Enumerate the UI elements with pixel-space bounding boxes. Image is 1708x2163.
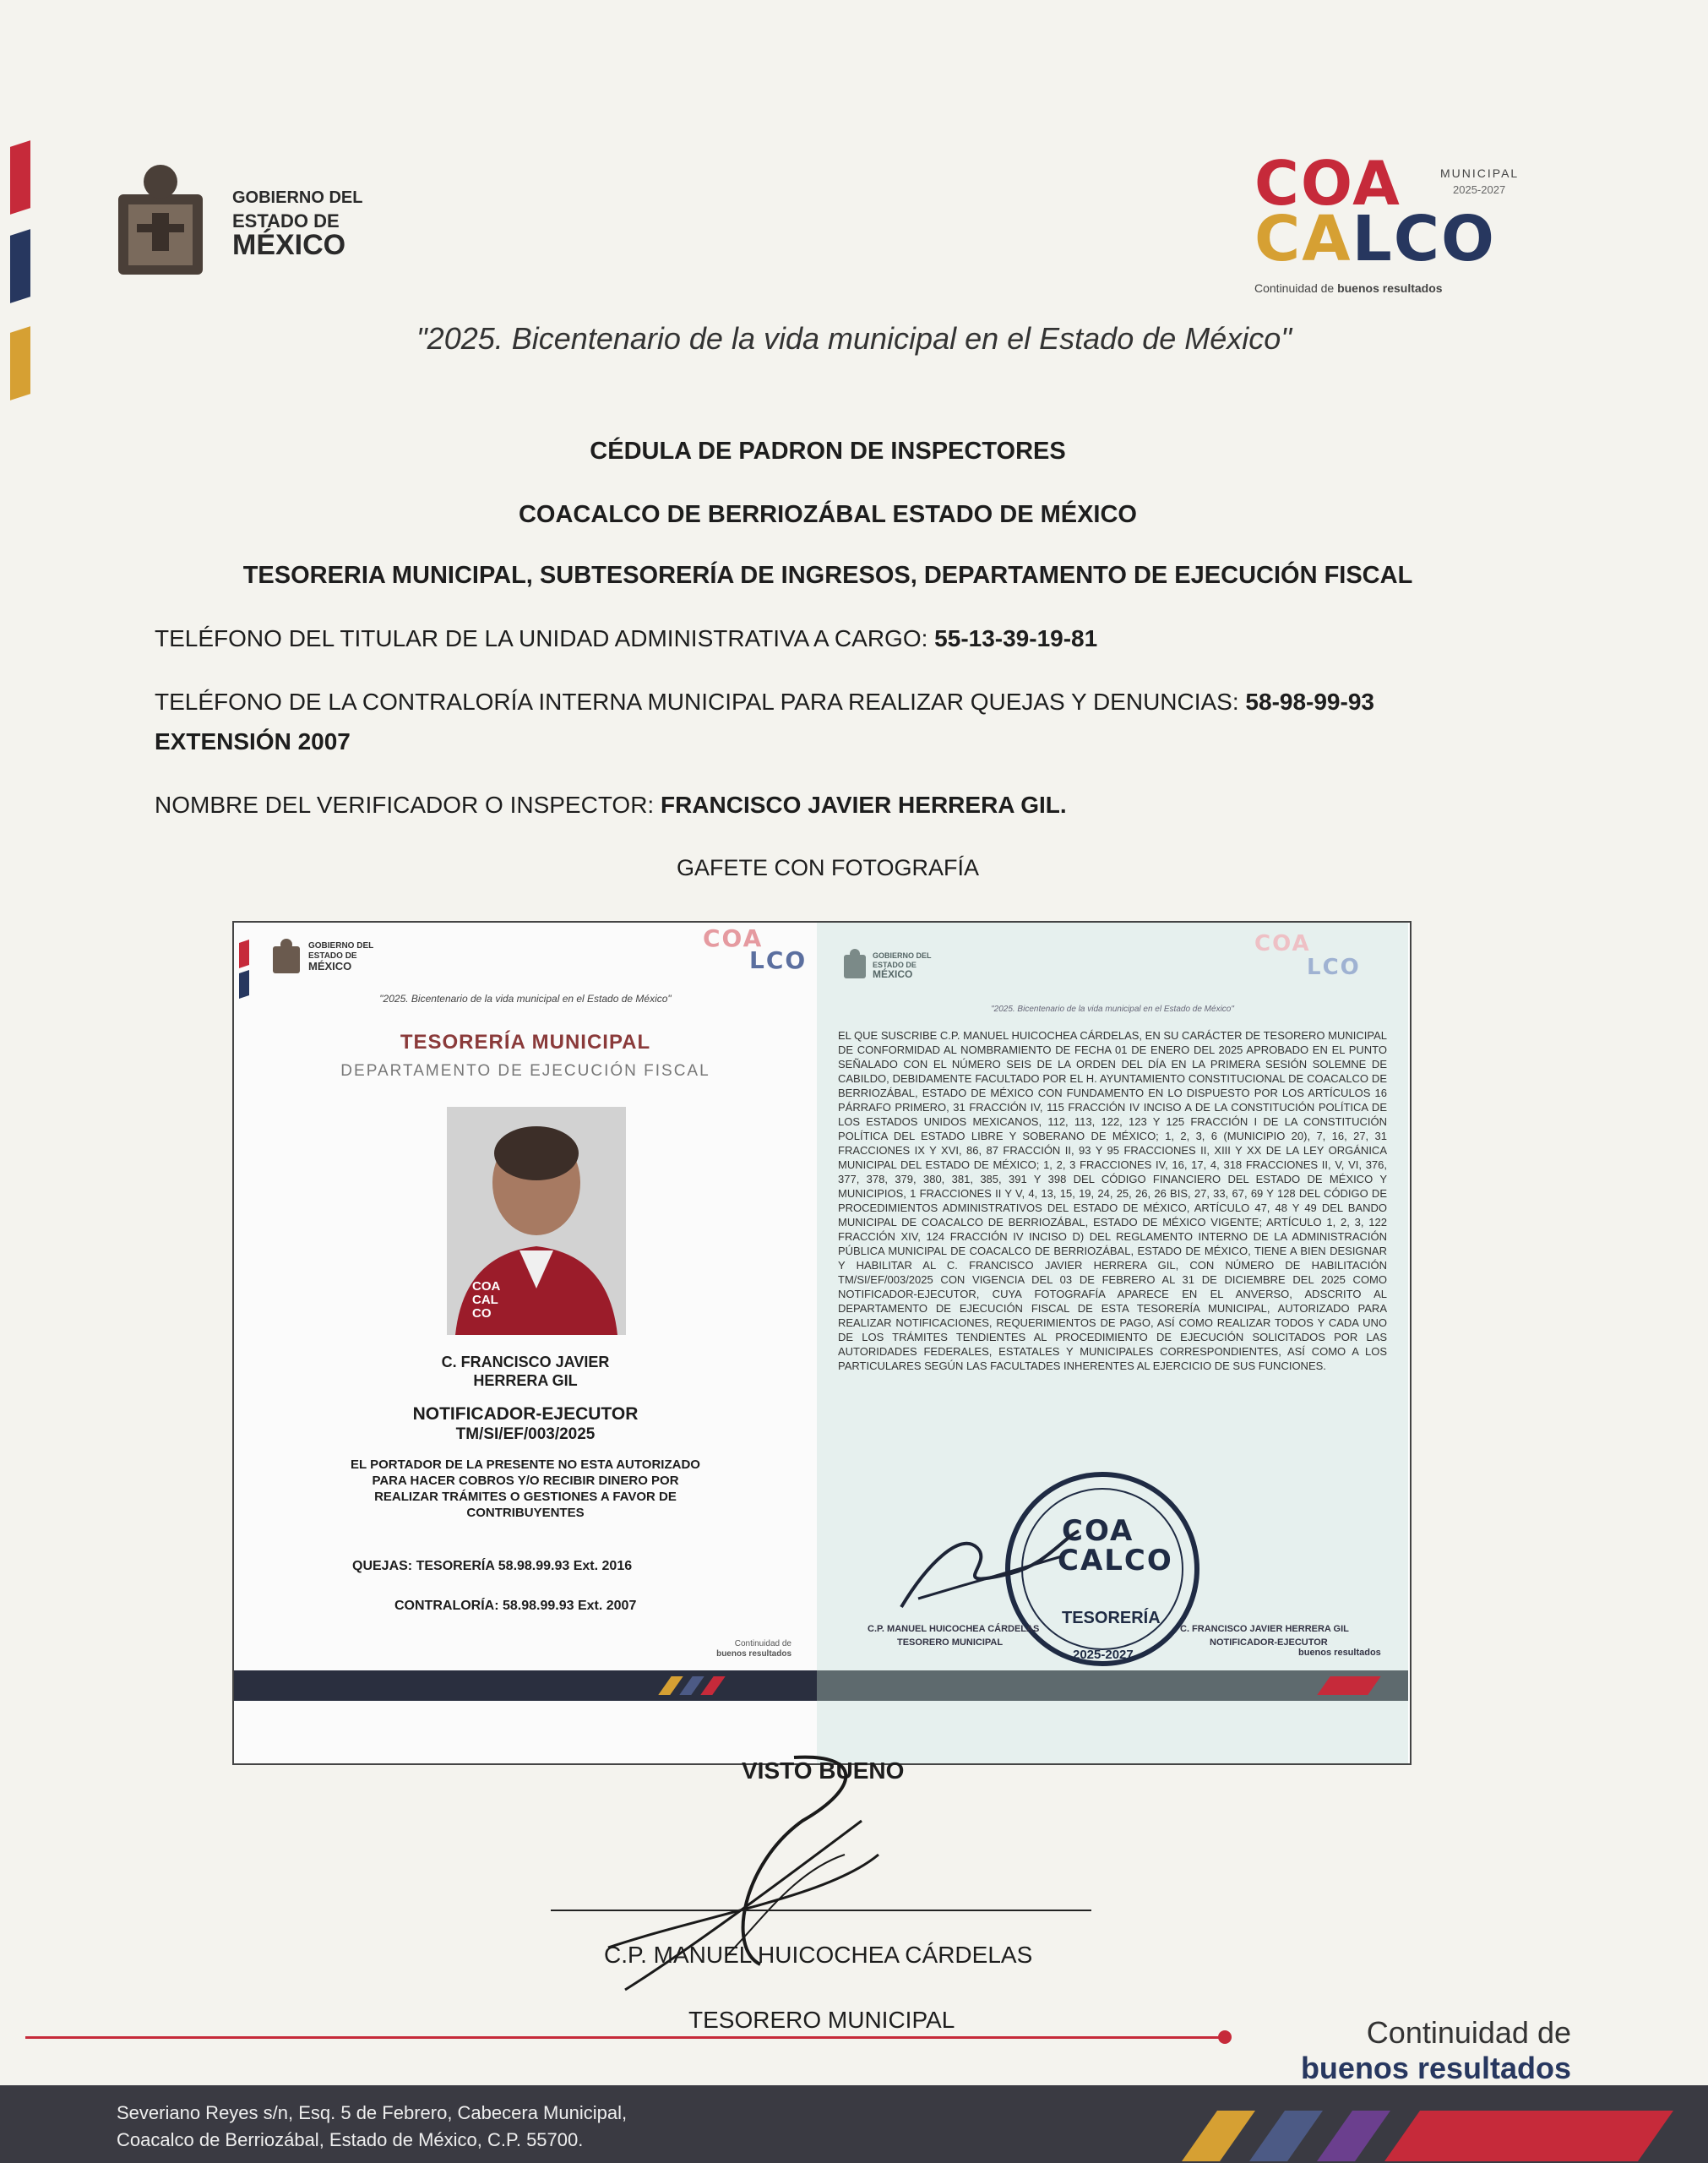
back-bottom-band [817,1670,1408,1701]
back-coa: COA [1254,931,1311,956]
footer-slogan-line2: buenos resultados [1300,2051,1571,2085]
treasurer-signature-scribble [591,1753,1098,2015]
front-name2: HERRERA GIL [473,1372,578,1389]
motto: "2025. Bicentenario de la vida municipal en el Estado de México" [416,321,1292,356]
front-coa: COA [703,924,764,952]
stamp-coa: COA [1062,1514,1134,1548]
front-contraloria: CONTRALORÍA: 58.98.99.93 Ext. 2007 [394,1599,637,1613]
complaints-label: TELÉFONO DE LA CONTRALORÍA INTERNA MUNICIPAL PARA REALIZAR QUEJAS Y DENUNCIAS: [155,689,1239,715]
footer-stripe-gold [1182,2111,1255,2161]
front-stripe-gold [658,1676,683,1695]
state-coat-of-arms-icon [110,161,211,279]
shirt-text: COA CAL CO [472,1279,500,1321]
inspector-label: NOMBRE DEL VERIFICADOR O INSPECTOR: [155,792,655,818]
address-line1: Severiano Reyes s/n, Esq. 5 de Febrero, Cabecera Municipal, [117,2102,628,2123]
front-lco: LCO [749,946,808,974]
stamp-years: 2025-2027 [1073,1648,1134,1662]
gov-logo-line3: MÉXICO [232,229,346,261]
front-warning: EL PORTADOR DE LA PRESENTE NO ESTA AUTORIZADO PARA HACER COBROS Y/O RECIBIR DINERO POR REALIZAR TRÁMITES O GESTIONES A FAVOR DE CONTRIBUYENTES [351,1457,700,1520]
doc-title-2: COACALCO DE BERRIOZÁBAL ESTADO DE MÉXICO [518,501,1137,528]
badge-scan [232,921,1412,1765]
treasurer-name: C.P. MANUEL HUICOCHEA CÁRDELAS [604,1942,1033,1968]
footer-stripe-purple [1317,2111,1390,2161]
back-sig-right2: NOTIFICADOR-EJECUTOR [1210,1637,1328,1648]
back-motto: "2025. Bicentenario de la vida municipal en el Estado de México" [991,1005,1234,1014]
gov-logo [110,161,389,279]
badge-back [817,923,1408,1763]
back-gov-line3: MÉXICO [873,968,913,980]
back-stripe-red [1317,1676,1380,1695]
front-stripe-red [700,1676,725,1695]
complaints-line [155,689,1374,716]
footer-slogan [1250,2015,1571,2086]
back-sig-left2: TESORERO MUNICIPAL [897,1637,1004,1648]
footer-stripe-navy [1249,2111,1323,2161]
front-quejas: QUEJAS: TESORERÍA 58.98.99.93 Ext. 2016 [352,1559,633,1573]
logo-coa: COA [1254,148,1401,219]
front-gov-line1: GOBIERNO DEL [308,941,374,951]
gov-logo-line1: GOBIERNO DEL [232,188,363,207]
phone-label: TELÉFONO DEL TITULAR DE LA UNIDAD ADMINISTRATIVA A CARGO: [155,625,928,651]
badge-front [234,923,817,1763]
front-dept1: TESORERÍA MUNICIPAL [400,1031,651,1054]
logo-slogan-prefix: Continuidad de [1254,281,1335,295]
footer-divider-dot [1218,2030,1232,2044]
front-gov-line2: ESTADO DE [308,951,357,961]
gov-logo-line2: ESTADO DE [232,210,340,232]
phone-value: 55-13-39-19-81 [934,625,1098,651]
logo-slogan [1254,281,1443,295]
back-sig-left1: C.P. MANUEL HUICOCHEA CÁRDELAS [868,1624,1040,1634]
front-slogan-prefix: Continuidad de [734,1639,791,1648]
back-gov-line1: GOBIERNO DEL [873,951,932,960]
back-lco: LCO [1307,955,1361,980]
inspector-name: FRANCISCO JAVIER HERRERA GIL. [660,792,1067,818]
logo-tag-small: MUNICIPAL [1440,166,1520,180]
decor-band-navy [10,229,30,303]
front-role: NOTIFICADOR-EJECUTOR [412,1404,639,1424]
signature-line [551,1910,1091,1911]
front-name1: C. FRANCISCO JAVIER [441,1354,610,1370]
front-gov-line3: MÉXICO [308,960,352,973]
footer-band [0,2085,1708,2163]
logo-calco: CALCO [1254,203,1496,275]
stamp-office: TESORERÍA [1062,1609,1161,1627]
footer-divider [25,2036,1225,2039]
front-slogan [699,1639,791,1659]
logo-slogan-bold: buenos resultados [1337,281,1443,295]
back-sig-right1: C. FRANCISCO JAVIER HERRERA GIL [1180,1624,1349,1634]
footer-stripe-red [1384,2111,1673,2161]
coacalco-logo [1250,148,1554,300]
front-coat-of-arms-icon [271,938,302,975]
complaints-value: 58-98-99-93 [1245,689,1374,715]
address-line2: Coacalco de Berriozábal, Estado de México, C.P. 55700. [117,2129,584,2150]
inspector-line [155,792,1067,819]
footer-slogan-line1: Continuidad de [1366,2015,1571,2050]
inspector-photo [447,1107,626,1335]
front-code: TM/SI/EF/003/2025 [455,1425,596,1443]
back-signature-scribble [893,1514,1087,1615]
badge-caption: GAFETE CON FOTOGRAFÍA [676,855,980,880]
doc-title-1: CÉDULA DE PADRON DE INSPECTORES [590,438,1066,465]
front-band-red [239,940,249,968]
back-coat-of-arms-icon [842,948,868,980]
decor-band-red [10,140,30,215]
logo-tag-years: 2025-2027 [1453,183,1506,196]
approval-label: VISTO BUENO [742,1757,905,1784]
back-body: EL QUE SUSCRIBE C.P. MANUEL HUICOCHEA CÁRDELAS, EN SU CARÁCTER DE TESORERO MUNICIPAL DE CONFORMIDAD AL NOMBRAMIENTO DE FECHA 01 DE ENERO DEL 2025 APROBADO EN EL PUNTO SEÑALADO CON EL NÚMERO SEIS DE LA ORDEN DEL DÍA EN LA PRIMERA SESIÓN SOLEMNE DE CABILDO, DEBIDAMENTE FACULTADO POR EL H. AYUNTAMIENTO CONSTITUCIONAL DE COACALCO DE BERRIOZÁBAL, ESTADO DE MÉXICO CON FUNDAMENTO EN LO DISPUESTO POR LOS ARTÍCULOS 16 PÁRRAFO PRIMERO, 31 FRACCIÓN IV, 115 FRACCIÓN IV INCISO A DE LA CONSTITUCIÓN POLÍTICA DE LOS ESTADOS UNIDOS MEXICANOS, 112, 113, 122, 123 Y 125 FRACCIÓN I DE LA CONSTITUCIÓN POLÍTICA DEL ESTADO LIBRE Y SOBERANO DE MÉXICO; 1, 2, 3, 6 (MUNICIPIO 20), 7, 16, 27, 31 FRACCIONES IX Y XVI, 86, 87 FRACCIÓN II, 93 Y 95 FRACCIONES II, XIII Y XX DE LA LEY ORGÁNICA MUNICIPAL DEL ESTADO DE MÉXICO; 1, 2, 3 FRACCIONES IV, 16, 17, 4, 318 FRACCIONES II, V, VI, 376, 377, 378, 379, 380, 381, 385, 391 Y 398 DEL CÓDIGO FINANCIERO DEL ESTADO DE MÉXICO Y MUNICIPIOS, 1 FRACCIONES II Y V, 4, 13, 15, 19, 24, 25, 26, 26 BIS, 27, 33, 67, 69 Y 128 DEL CÓDIGO DE PROCEDIMIENTOS ADMINISTRATIVOS DEL ESTADO DE MÉXICO, ARTÍCULO 47, 48 Y 49 DEL BANDO MUNICIPAL DE COACALCO DE BERRIOZÁBAL, ESTADO DE MÉXICO VIGENTE; ARTÍCULO 1, 2, 3, 122 FRACCIÓN XIV, 124 FRACCIÓN IV INCISO D) DEL REGLAMENTO INTERNO DE LA ADMINISTRACIÓN PÚBLICA MUNICIPAL DE COACALCO DE BERRIOZÁBAL, ESTADO DE MÉXICO, TIENE A BIEN DESIGNAR Y HABILITAR AL C. FRANCISCO JAVIER HERRERA GIL, CON NÚMERO DE HABILITACIÓN TM/SI/EF/003/2025 CON VIGENCIA DEL 03 DE FEBRERO AL 31 DE DICIEMBRE DEL 2025 COMO NOTIFICADOR-EJECUTOR, CUYA FOTOGRAFÍA APARECE EN EL ANVERSO, ADSCRITO AL DEPARTAMENTO DE EJECUCIÓN FISCAL DE ESTA TESORERÍA MUNICIPAL, AUTORIZADO PARA REALIZAR NOTIFICACIONES, REQUERIMIENTOS DE PAGO, ASÍ COMO REALIZAR TODOS Y CADA UNO DE LOS TRÁMITES TENDIENTES AL PROCEDIMIENTO DE EJECUCIÓN SOLICITADOS POR LAS AUTORIDADES FEDERALES, ESTATALES Y MUNICIPALES CORRESPONDIENTES, ASÍ COMO A LOS PARTICULARES SEGÚN LAS FACULTADES INHERENTES AL EJERCICIO DE SUS FUNCIONES. [838,1029,1387,1372]
doc-title-3: TESORERIA MUNICIPAL, SUBTESORERÍA DE INGRESOS, DEPARTAMENTO DE EJECUCIÓN FISCAL [242,562,1413,589]
phone-line [155,625,1097,652]
extension: EXTENSIÓN 2007 [155,728,351,755]
front-motto: "2025. Bicentenario de la vida municipal en el Estado de México" [379,993,672,1005]
treasurer-title: TESORERO MUNICIPAL [688,2007,955,2033]
front-stripe-navy [679,1676,704,1695]
front-slogan-bold: buenos resultados [716,1649,791,1659]
front-bottom-band [234,1670,817,1701]
back-slogan: buenos resultados [1298,1648,1381,1658]
stamp-calco: CALCO [1058,1544,1173,1577]
back-gov-line2: ESTADO DE [873,961,917,969]
front-dept2: DEPARTAMENTO DE EJECUCIÓN FISCAL [340,1062,710,1080]
